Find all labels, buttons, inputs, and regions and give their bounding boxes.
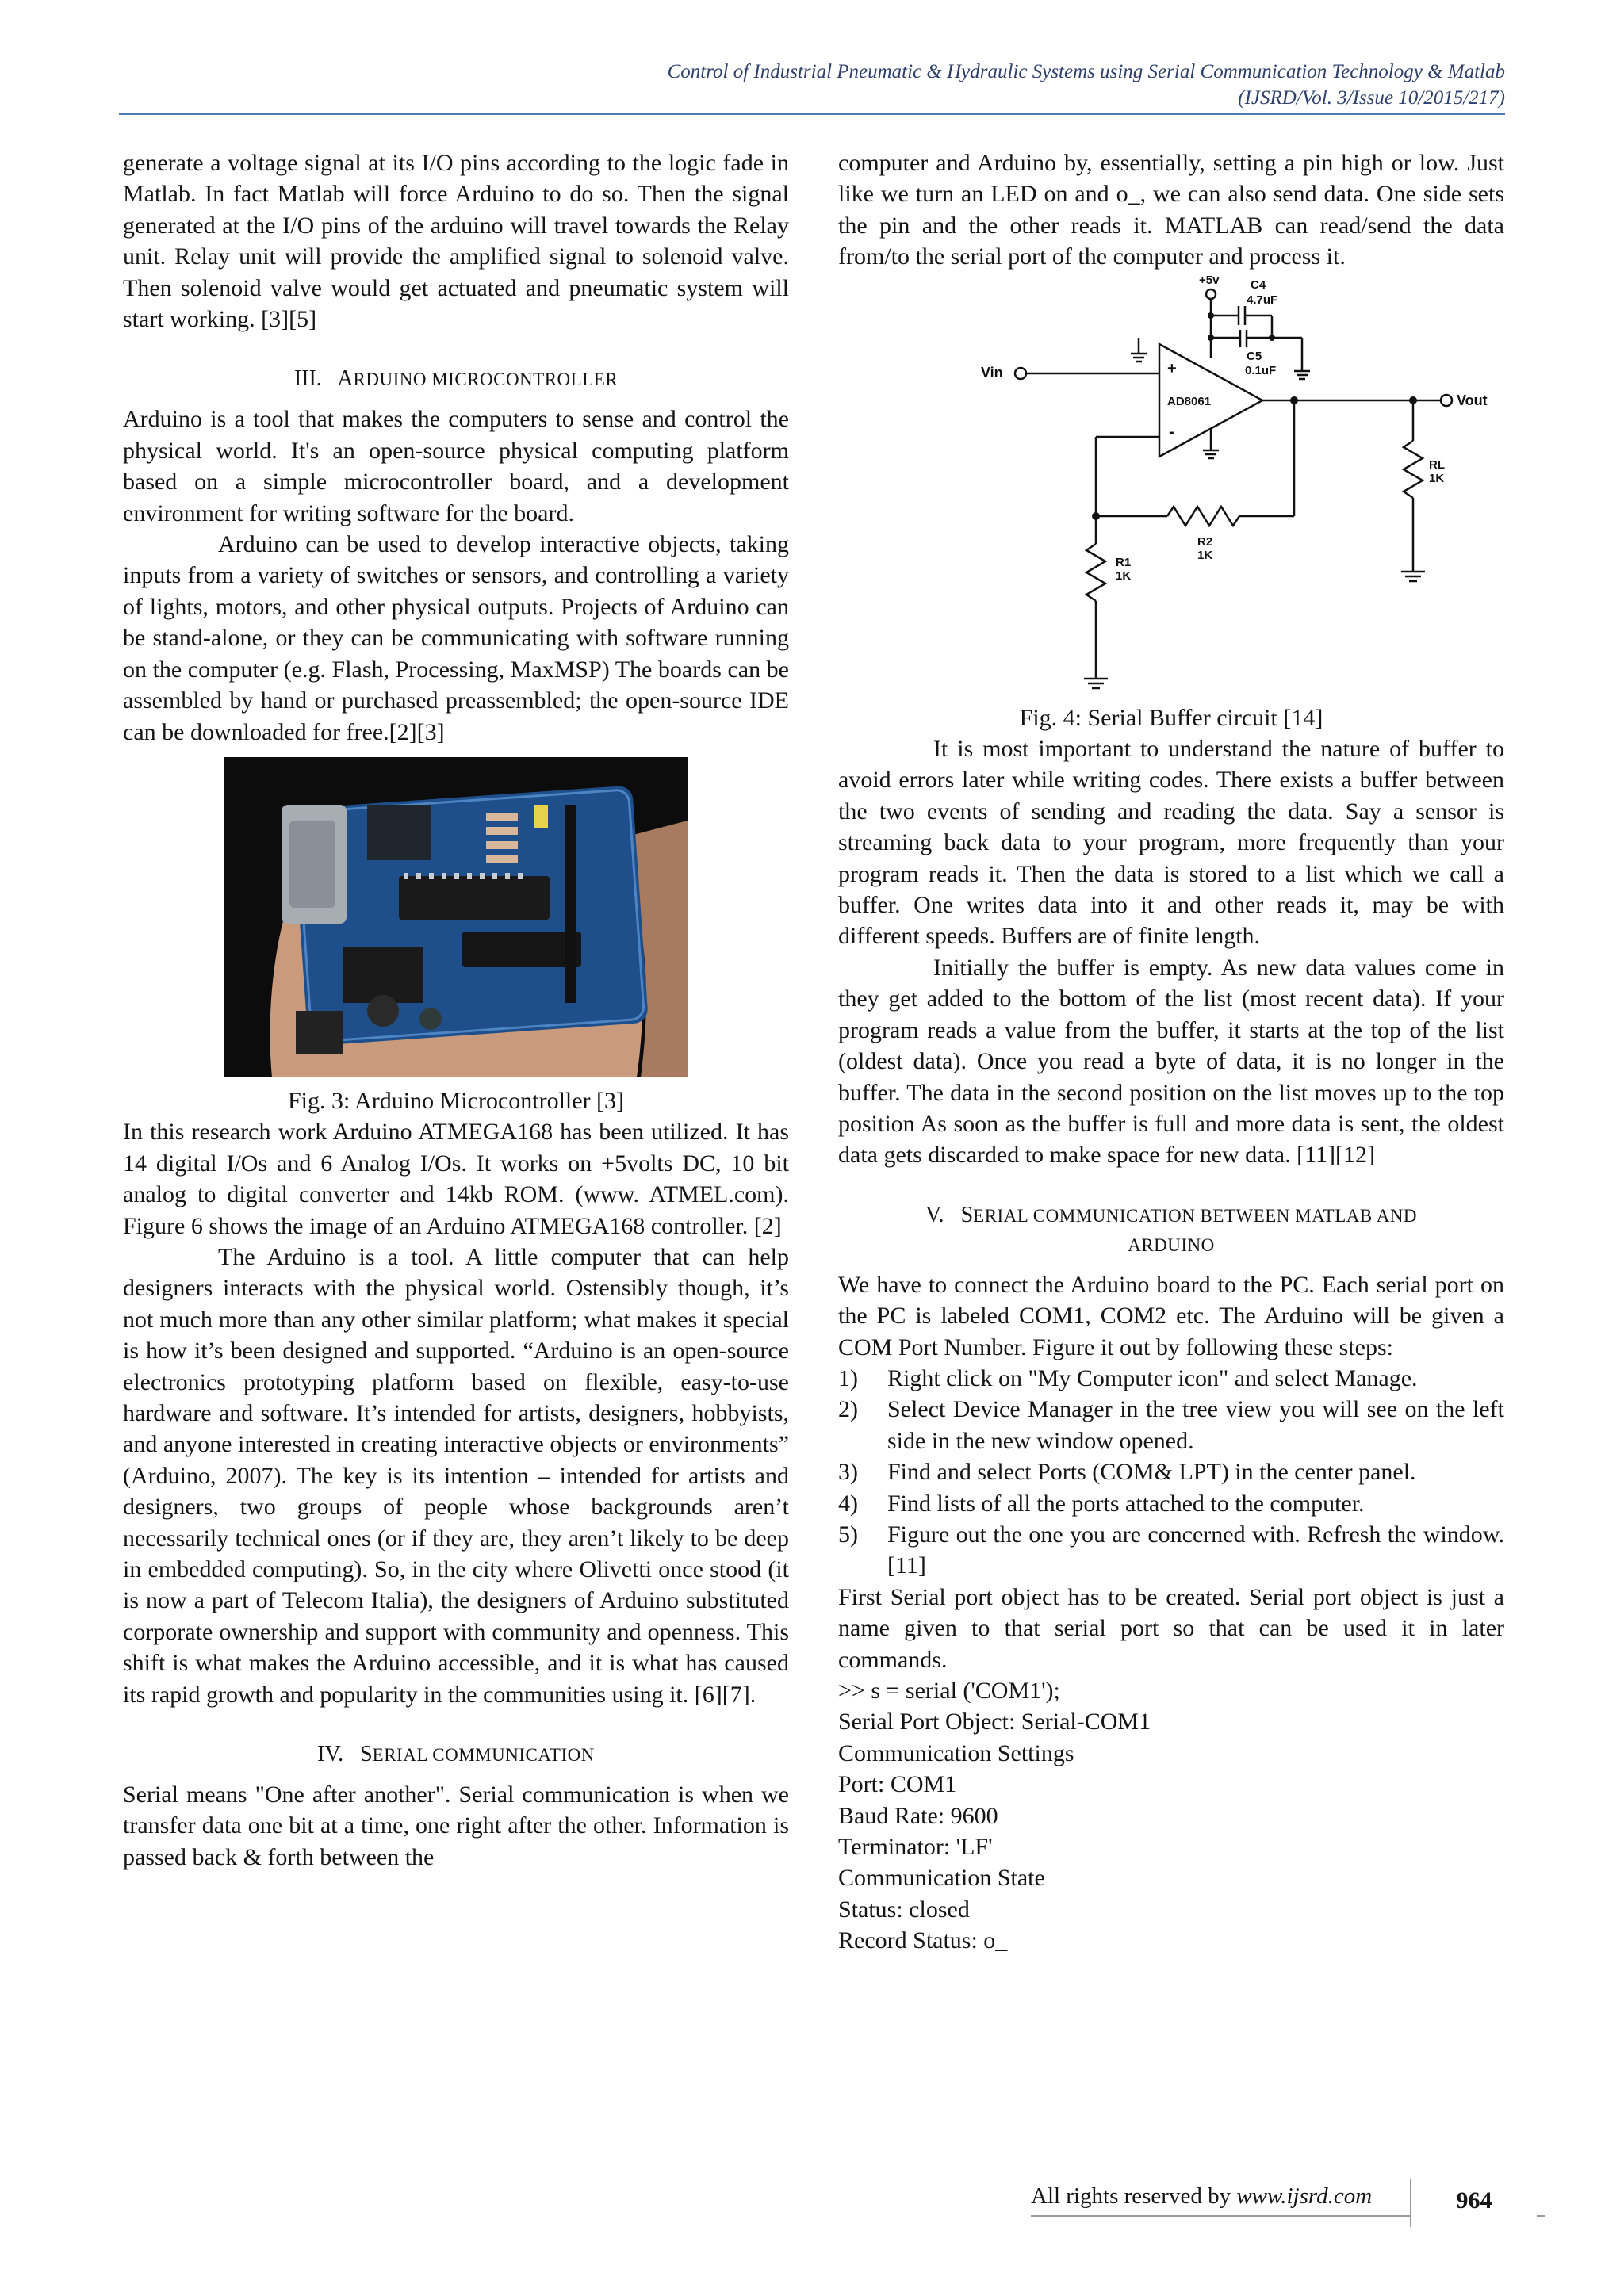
list-item xyxy=(838,1363,1504,1394)
section-first-letter: S xyxy=(960,1202,974,1227)
intro-paragraph: generate a voltage signal at its I/O pins according to the logic fade in Matlab. In fact Matlab will force Arduino to do so. Then the signal generated at the I/O pins of the arduino will travel towards the Relay unit. Relay unit will provide the amplified signal to solenoid valve. Then solenoid valve would get actuated and pneumatic system will start working. [3][5] xyxy=(123,150,789,333)
label-vout: Vout xyxy=(1457,392,1488,408)
section-heading-iii xyxy=(123,365,789,394)
step-text: Select Device Manager in the tree view you will see on the left side in the new window opened. xyxy=(887,1396,1504,1454)
header-citation: (IJSRD/Vol. 3/Issue 10/2015/217) xyxy=(1238,87,1505,109)
fig3-caption: Fig. 3: Arduino Microcontroller [3] xyxy=(287,1087,625,1114)
step-number: 2) xyxy=(838,1396,858,1423)
label-r1-value: 1K xyxy=(1116,568,1132,583)
label-c5-value: 0.1uF xyxy=(1245,363,1277,377)
serial-object-paragraph: First Serial port object has to be created. Serial port object is just a name given to that serial port so that can be used it in later commands. xyxy=(838,1583,1504,1673)
header-rule xyxy=(119,113,1505,115)
footer-rights xyxy=(1031,2183,1372,2210)
step-text: Right click on "My Computer icon" and select Manage. xyxy=(887,1364,1418,1391)
list-item xyxy=(838,1456,1504,1487)
label-r2: R2 xyxy=(1197,534,1213,549)
arduino-tool-paragraph: The Arduino is a tool. A little computer that can help designers interacts with the physical world. Ostensibly though, it’s not much more than any other similar platform; what makes it special is how it’s been designed and supported. “Arduino is an open-source electronics prototyping platform based on flexible, easy-to-use hardware and software. It’s intended for artists, designers, hobbyists, and anyone interested in creating interactive objects or environments” (Arduino, 2007). The key is its intention – intended for artists and designers, two groups of people whose backgrounds aren’t necessarily technical ones (or if they are, they aren’t likely to be deep in embedded computing). So, in the city where Olivetti once stood (it is now a part of Telecom Italia), the designers of Arduino substituted corporate ownership and support with community and openness. This shift is what makes the Arduino accessible, and it is what has caused its rapid growth and popularity in the communities using it. [6][7]. xyxy=(123,1243,789,1708)
buffer-paragraph-2: Initially the buffer is empty. As new data values come in they get added to the bottom of the list (most recent data). If your program reads a value from the buffer, it starts at the top of the list (oldest data). Once you read a byte of data, it is no longer in the buffer. The data in the second position on the list moves up to the top position As soon as the buffer is full and more data is sent, the oldest data gets discarded to make space for new data. [11][12] xyxy=(838,954,1504,1169)
section-title-rest: ERIAL COMMUNICATION BETWEEN MATLAB AND xyxy=(973,1205,1418,1226)
label-5v: +5v xyxy=(1199,273,1220,287)
footer-rights-text: All rights reserved by xyxy=(1031,2183,1237,2209)
label-rl: RL xyxy=(1429,457,1445,472)
step-number: 4) xyxy=(838,1490,858,1517)
code-block xyxy=(838,1675,1504,1957)
section-title-rest: ERIAL COMMUNICATION xyxy=(372,1745,595,1766)
step-text: Find lists of all the ports attached to the computer. xyxy=(887,1490,1365,1517)
arduino-photo xyxy=(224,757,688,1077)
left-column xyxy=(123,147,789,1873)
section-heading-v xyxy=(838,1201,1504,1260)
list-item xyxy=(838,1519,1504,1582)
label-plus: + xyxy=(1167,359,1177,377)
running-header xyxy=(316,59,1505,111)
step-text: Find and select Ports (COM& LPT) in the center panel. xyxy=(887,1459,1416,1486)
code-line: Communication State xyxy=(838,1865,1045,1892)
steps-list xyxy=(838,1363,1504,1582)
section-heading-iv xyxy=(123,1740,789,1770)
list-item xyxy=(838,1488,1504,1519)
list-item xyxy=(838,1394,1504,1456)
serial-paragraph: Serial means "One after another". Serial communication is when we transfer data one bit at a time, one right after the other. Information is passed back & forth between the xyxy=(123,1781,789,1870)
step-number: 5) xyxy=(838,1521,858,1548)
step-number: 3) xyxy=(838,1459,858,1486)
header-title: Control of Industrial Pneumatic & Hydraulic Systems using Serial Communication Technology & Matlab xyxy=(667,61,1505,82)
label-c5: C5 xyxy=(1247,349,1262,363)
label-c4: C4 xyxy=(1251,277,1266,292)
footer-rule xyxy=(1031,2215,1410,2217)
right-column xyxy=(838,147,1504,1957)
code-line: Terminator: 'LF' xyxy=(838,1834,993,1861)
arduino-paragraph-2: Arduino can be used to develop interactive objects, taking inputs from a variety of switches or sensors, and controlling a variety of lights, motors, and other physical outputs. Projects of Arduino can be stand-alone, or they can be communicating with software running on the computer (e.g. Flash, Processing, MaxMSP) The boards can be assembled by hand or purchased preassembled; the open-source IDE can be downloaded for free.[2][3] xyxy=(123,531,789,745)
section-number: IV. xyxy=(317,1742,344,1767)
label-rl-value: 1K xyxy=(1429,471,1445,485)
code-line: >> s = serial ('COM1'); xyxy=(838,1678,1060,1704)
label-c4-value: 4.7uF xyxy=(1247,293,1278,307)
section-first-letter: S xyxy=(360,1742,373,1767)
section-title-line2: ARDUINO xyxy=(1128,1234,1215,1255)
step-text: Figure out the one you are concerned with. Refresh the window. [11] xyxy=(887,1521,1504,1579)
buffer-paragraph-1: It is most important to understand the nature of buffer to avoid errors later while writing codes. There exists a buffer between the two events of sending and reading the data. Say a sensor is streaming back data to your program, more frequently than your program reads it. Then the data is stored to a list which we call a buffer. One writes data into it and other reads it, may be with different speeds. Buffers are of finite length. xyxy=(838,736,1504,950)
code-line: Communication Settings xyxy=(838,1739,1074,1766)
footer-site-link[interactable]: www.ijsrd.com xyxy=(1236,2183,1373,2209)
page-number: 964 xyxy=(1410,2179,1538,2227)
atmega-paragraph: In this research work Arduino ATMEGA168 has been utilized. It has 14 digital I/Os and 6 Analog I/Os. It works on +5volts DC, 10 bit analog to digital converter and 14kb ROM. (www. ATMEL.com). Figure 6 shows the image of an Arduino ATMEGA168 controller. [2] xyxy=(123,1119,789,1239)
section-number: V. xyxy=(925,1202,944,1227)
serial-buffer-circuit xyxy=(929,273,1488,702)
label-vin: Vin xyxy=(981,364,1003,381)
code-line: Baud Rate: 9600 xyxy=(838,1802,998,1829)
continued-paragraph: computer and Arduino by, essentially, setting a pin high or low. Just like we turn an LED on and o_, we can also send data. One side sets the pin and the other reads it. MATLAB can read/send the data from/to the serial port of the computer and process it. xyxy=(838,150,1504,270)
code-line: Port: COM1 xyxy=(838,1771,957,1798)
step-number: 1) xyxy=(838,1364,858,1391)
connect-paragraph: We have to connect the Arduino board to the PC. Each serial port on the PC is labeled COM1, COM2 etc. The Arduino will be given a COM Port Number. Figure it out by following these steps: xyxy=(838,1271,1504,1360)
section-first-letter: A xyxy=(337,366,354,392)
code-line: Status: closed xyxy=(838,1896,970,1923)
label-minus: - xyxy=(1169,423,1174,441)
section-number: III. xyxy=(293,366,322,392)
code-line: Serial Port Object: Serial-COM1 xyxy=(838,1709,1151,1735)
code-line: Record Status: o_ xyxy=(838,1927,1008,1954)
fig4-caption: Fig. 4: Serial Buffer circuit [14] xyxy=(1019,704,1323,731)
label-r1: R1 xyxy=(1116,555,1132,569)
section-title-rest: RDUINO MICROCONTROLLER xyxy=(353,369,619,390)
label-r2-value: 1K xyxy=(1197,548,1213,562)
arduino-paragraph-1: Arduino is a tool that makes the computers to sense and control the physical world. It's an open-source physical computing platform based on a simple microcontroller board, and a development environment for writing software for the board. xyxy=(123,406,789,526)
label-chip: AD8061 xyxy=(1167,394,1212,408)
